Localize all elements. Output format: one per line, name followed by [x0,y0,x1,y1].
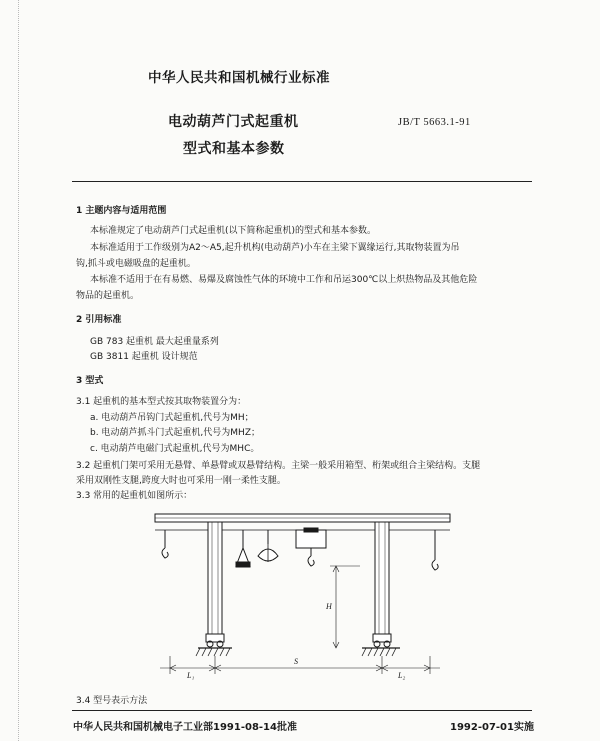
right-hook [432,560,438,570]
label-l1: L₁ [187,671,195,680]
reference-item: GB 3811 起重机 设计规范 [90,352,198,362]
org-name: 中华人民共和国机械行业标准 [148,70,330,86]
standard-code: JB/T 5663.1-91 [398,117,471,128]
hoist-trolley [296,530,326,548]
clause-3-2-line2: 采用双刚性支腿,跨度大时也可采用一刚一柔性支腿。 [76,476,286,486]
section2-heading: 2 引用标准 [76,315,122,325]
clause-3-1: 3.1 起重机的基本型式按其取物装置分为： [76,397,247,407]
left-leg [208,522,222,634]
section1-p2-line2: 钩,抓斗或电磁吸盘的起重机。 [76,259,196,269]
clause-3-2-line1: 3.2 起重机门架可采用无悬臂、单悬臂或双悬臂结构。主梁一般采用箱型、桁架或组合主梁结构。支腿 [76,461,481,471]
footer-implementation-date: 1992-07-01实施 [450,722,534,733]
label-l2: L₂ [398,671,406,680]
label-h: H [326,602,332,611]
reference-item: GB 783 起重机 最大起重量系列 [90,337,219,347]
clause-3-4: 3.4 型号表示方法 [76,696,148,706]
type-item: c. 电动葫芦电磁门式起重机,代号为MHC。 [90,444,260,454]
type-item: a. 电动葫芦吊钩门式起重机,代号为MH； [90,413,254,423]
section1-p2-line1: 本标准适用于工作级别为A2～A5,起升机构(电动葫芦)小车在主梁下翼缘运行,其取物装置为吊 [90,243,460,253]
section1-p3-line1: 本标准不适用于在有易燃、易爆及腐蚀性气体的环境中工作和吊运300℃以上炽热物品及其他危险 [90,275,478,285]
electromagnet-plate [236,562,250,567]
hoist-motor [304,528,318,532]
label-s: S [294,657,298,666]
title-line1: 电动葫芦门式起重机 [168,114,299,130]
type-item: b. 电动葫芦抓斗门式起重机,代号为MHZ； [90,428,260,438]
section1-heading: 1 主题内容与适用范围 [76,206,167,216]
hoist-hook [308,556,314,566]
clause-3-3: 3.3 常用的起重机如图所示： [76,491,193,501]
left-hook [162,548,168,558]
right-ground-hatch [362,648,396,656]
footer-rule [72,710,532,711]
section1-p1: 本标准规定了电动葫芦门式起重机(以下简称起重机)的型式和基本参数。 [90,226,377,236]
section1-p3-line2: 物品的起重机。 [76,291,140,301]
section3-heading: 3 型式 [76,376,104,386]
title-line2: 型式和基本参数 [183,141,285,157]
left-ground-hatch [196,648,230,656]
footer-approval: 中华人民共和国机械电子工业部1991-08-14批准 [73,722,297,733]
right-leg [375,522,389,634]
